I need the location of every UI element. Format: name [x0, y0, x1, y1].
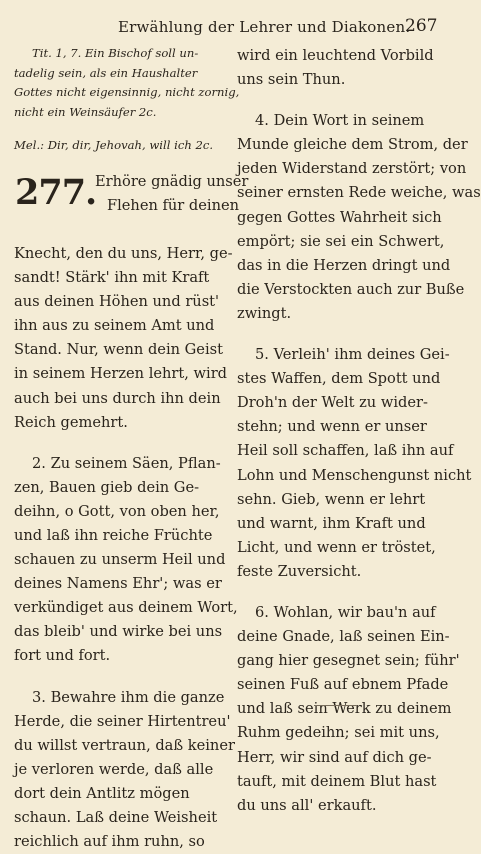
stanza-line: verkündiget aus deinem Wort, — [14, 599, 238, 617]
stanza-line: zwingt. — [237, 304, 292, 322]
stanza-line: seiner ernsten Rede weiche, was — [237, 184, 481, 202]
stanza-line: das in die Herzen dringt und — [237, 256, 451, 274]
stanza-line: Lohn und Menschengunst nicht — [237, 466, 472, 484]
hymn-opening — [14, 170, 249, 242]
stanza-line: fort und fort. — [14, 647, 111, 665]
stanza-line: stes Waffen, dem Spott und — [237, 370, 441, 388]
stanza-5 — [237, 343, 472, 584]
stanza-2 — [14, 452, 238, 669]
stanza-line: stehn; und wenn er unser — [237, 418, 427, 436]
stanza-line: aus deinen Höhen und rüst' — [14, 293, 220, 311]
scripture-line: Gottes nicht eigensinnig, nicht zornig, — [14, 85, 240, 100]
hymn-number: 277. — [15, 171, 97, 213]
hymn-line: Erhöre gnädig unser — [95, 172, 249, 190]
stanza-line: je verloren werde, daß alle — [14, 760, 214, 778]
closing-rule — [315, 705, 357, 706]
stanza-line: gang hier gesegnet sein; führ' — [237, 652, 460, 670]
stanza-line: schauen zu unserm Heil und — [14, 551, 226, 569]
running-title: Erwählung der Lehrer und Diakonen. — [118, 18, 411, 36]
stanza-line: du willst vertraun, daß keiner — [14, 736, 235, 754]
left-column — [14, 44, 249, 854]
stanza-line: Munde gleiche dem Strom, der — [237, 136, 468, 154]
scripture-reference — [14, 44, 240, 122]
stanza-line: Herr, wir sind auf dich ge- — [237, 748, 432, 766]
stanza-line: seinen Fuß auf ebnem Pfade — [237, 676, 449, 694]
stanza-line: sandt! Stärk' ihn mit Kraft — [14, 269, 210, 287]
stanza-line: 3. Bewahre ihm die ganze — [32, 688, 225, 706]
stanza-line: zen, Bauen gieb dein Ge- — [14, 478, 200, 496]
stanza-line: wird ein leuchtend Vorbild — [237, 47, 434, 64]
stanza-line: dort dein Antlitz mögen — [14, 784, 190, 802]
stanza-line: 5. Verleih' ihm deines Gei- — [255, 346, 450, 364]
stanza-line: du uns all' erkauft. — [237, 796, 377, 814]
scripture-line: Tit. 1, 7. Ein Bischof soll un- — [32, 46, 199, 60]
stanza-line: Knecht, den du uns, Herr, ge- — [14, 244, 233, 262]
stanza-line: das bleib' und wirke bei uns — [14, 623, 223, 641]
stanza-line: feste Zuversicht. — [237, 562, 362, 580]
stanza-line: ihn aus zu seinem Amt und — [14, 317, 215, 335]
page-number: 267 — [405, 16, 438, 36]
stanza-1 — [14, 242, 233, 435]
stanza-3 — [14, 686, 235, 854]
stanza-line: Reich gemehrt. — [14, 413, 128, 431]
scripture-line: nicht ein Weinsäufer 2c. — [14, 104, 157, 119]
stanza-line: tauft, mit deinem Blut hast — [237, 772, 437, 790]
stanza-line: Ruhm gedeihn; sei mit uns, — [237, 724, 440, 742]
stanza-line: schaun. Laß deine Weisheit — [14, 809, 218, 827]
stanza-line: gegen Gottes Wahrheit sich — [237, 208, 442, 226]
stanza-6 — [237, 601, 460, 818]
page-header — [0, 14, 480, 42]
stanza-line: auch bei uns durch ihn dein — [14, 389, 221, 407]
right-column — [237, 44, 481, 818]
stanza-line: deine Gnade, laß seinen Ein- — [237, 628, 450, 646]
stanza-line: Licht, und wenn er tröstet, — [237, 538, 436, 556]
scripture-line: tadelig sein, als ein Haushalter — [14, 65, 198, 80]
stanza-line: und laß sein Werk zu deinem — [237, 700, 452, 718]
melody-note: Mel.: Dir, dir, Jehovah, will ich 2c. — [14, 138, 214, 153]
stanza-4 — [237, 109, 481, 326]
stanza-line: Droh'n der Welt zu wider- — [237, 394, 428, 412]
stanza-line: 2. Zu seinem Säen, Pflan- — [32, 454, 221, 472]
stanza-line: die Verstockten auch zur Buße — [237, 280, 465, 298]
stanza-line: sehn. Gieb, wenn er lehrt — [237, 490, 426, 508]
stanza-line: 6. Wohlan, wir bau'n auf — [255, 603, 436, 621]
stanza-line: deines Namens Ehr'; was er — [14, 575, 222, 593]
stanza-line: Herde, die seiner Hirtentreu' — [14, 712, 231, 730]
stanza-line: in seinem Herzen lehrt, wird — [14, 365, 228, 383]
stanza-line: uns sein Thun. — [237, 71, 346, 89]
stanza-line: reichlich auf ihm ruhn, so — [14, 833, 205, 851]
stanza-line: Heil soll schaffen, laß ihn auf — [237, 442, 454, 460]
stanza-3-continued — [237, 44, 442, 92]
stanza-line: und warnt, ihm Kraft und — [237, 514, 426, 532]
stanza-line: 4. Dein Wort in seinem — [255, 112, 425, 130]
stanza-line: Stand. Nur, wenn dein Geist — [14, 341, 223, 359]
stanza-line: deihn, o Gott, von oben her, — [14, 502, 220, 520]
stanza-line: empört; sie sei ein Schwert, — [237, 232, 445, 250]
hymn-line: Flehen für deinen — [107, 197, 239, 215]
stanza-line: und laß ihn reiche Früchte — [14, 527, 213, 544]
stanza-line: jeden Widerstand zerstört; von — [237, 160, 467, 178]
